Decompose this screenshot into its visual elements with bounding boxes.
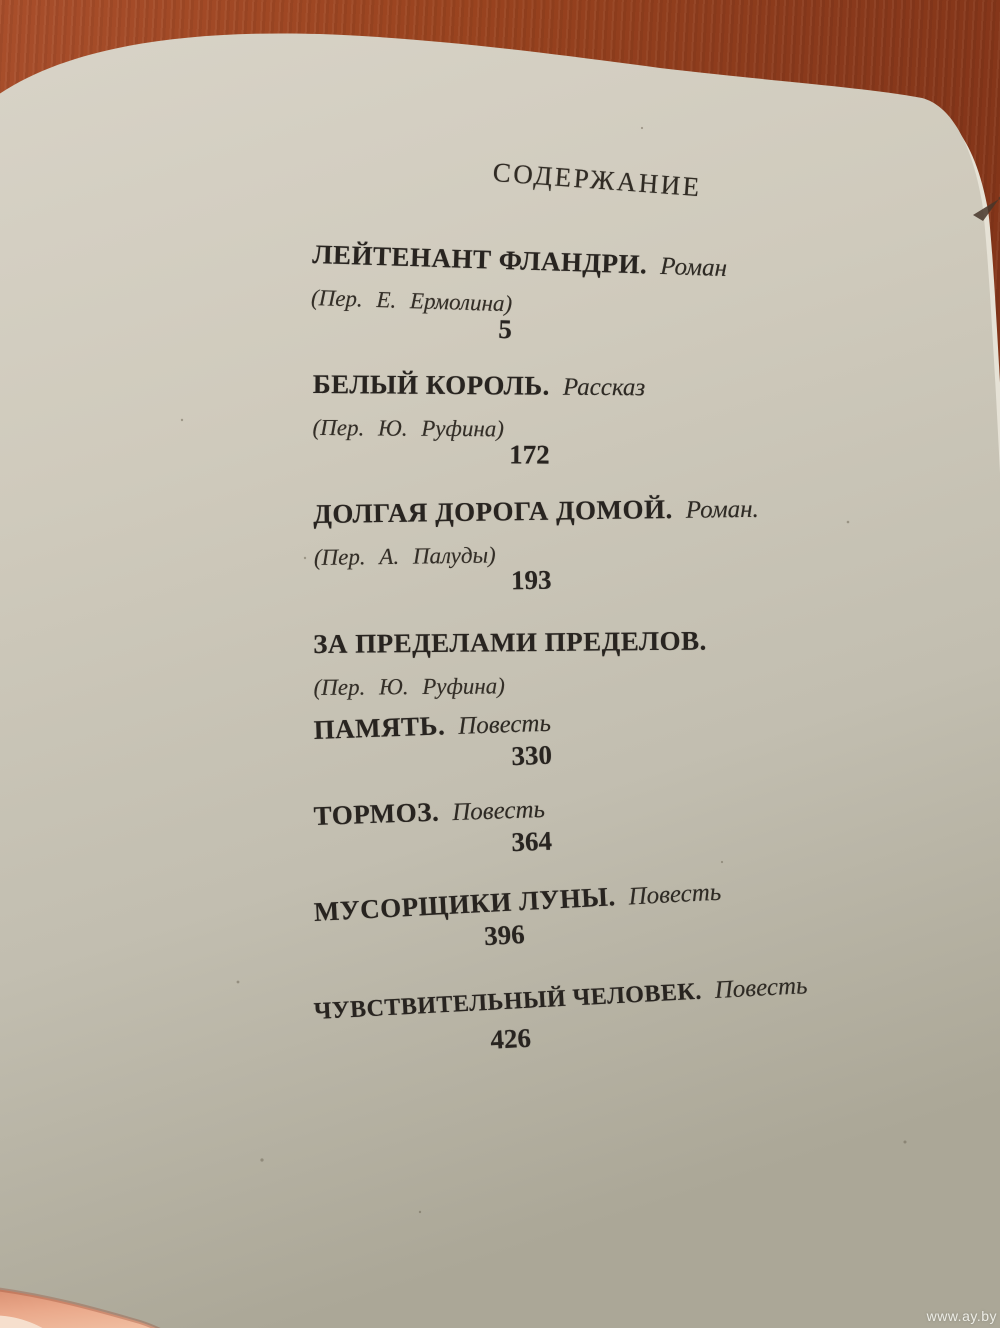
entry-page-number: 330 — [510, 739, 553, 772]
entry-title: ЧУВСТВИТЕЛЬНЫЙ ЧЕЛОВЕК. — [313, 978, 703, 1025]
entry-genre: Повесть — [457, 709, 552, 740]
entry-title: БЕЛЫЙ КОРОЛЬ. — [312, 368, 550, 401]
toc-entry — [313, 696, 775, 779]
entry-title: ЛЕЙТЕНАНТ ФЛАНДРИ. — [311, 238, 648, 280]
toc-entry — [313, 622, 774, 703]
entry-translator: (Пер. Ю. Руфина) — [313, 673, 506, 700]
page-title: СОДЕРЖАНИЕ — [491, 157, 703, 203]
entry-title: ЗА ПРЕДЕЛАМИ ПРЕДЕЛОВ. — [313, 625, 707, 659]
entry-page-number: 396 — [483, 918, 526, 952]
toc-entry — [312, 366, 773, 472]
entry-genre: Рассказ — [562, 373, 646, 402]
entry-title: ТОРМОЗ. — [313, 796, 440, 831]
toc-entry — [310, 236, 773, 353]
toc-entry — [313, 870, 776, 961]
entry-title-line — [313, 366, 773, 410]
entry-title-line — [312, 236, 773, 291]
toc-entry — [313, 490, 774, 599]
entry-genre: Повесть — [627, 878, 722, 911]
toc-entry — [313, 970, 809, 1065]
entry-translator: (Пер. Е. Ермолина) — [310, 284, 513, 317]
entry-page-number: 193 — [510, 564, 552, 596]
entry-genre: Роман. — [685, 495, 760, 524]
entry-page-number: 172 — [509, 439, 550, 470]
entry-title-line — [313, 490, 774, 537]
entry-title-line — [313, 622, 773, 667]
watermark: www.ay.by — [926, 1308, 997, 1324]
entry-genre: Повесть — [451, 795, 546, 827]
entry-translator: (Пер. А. Палуды) — [313, 542, 496, 570]
entry-page-number: 426 — [489, 1022, 532, 1055]
entry-page-number: 5 — [497, 313, 513, 345]
entry-page-number: 364 — [510, 825, 553, 858]
entry-title: ДОЛГАЯ ДОРОГА ДОМОЙ. — [313, 493, 673, 529]
entry-title: ПАМЯТЬ. — [313, 710, 446, 745]
entry-title: МУСОРЩИКИ ЛУНЫ. — [313, 881, 617, 927]
entry-genre: Роман — [659, 252, 728, 283]
entry-translator: (Пер. Ю. Руфина) — [312, 414, 505, 442]
entry-genre: Повесть — [714, 972, 809, 1004]
toc-entry — [313, 782, 775, 865]
